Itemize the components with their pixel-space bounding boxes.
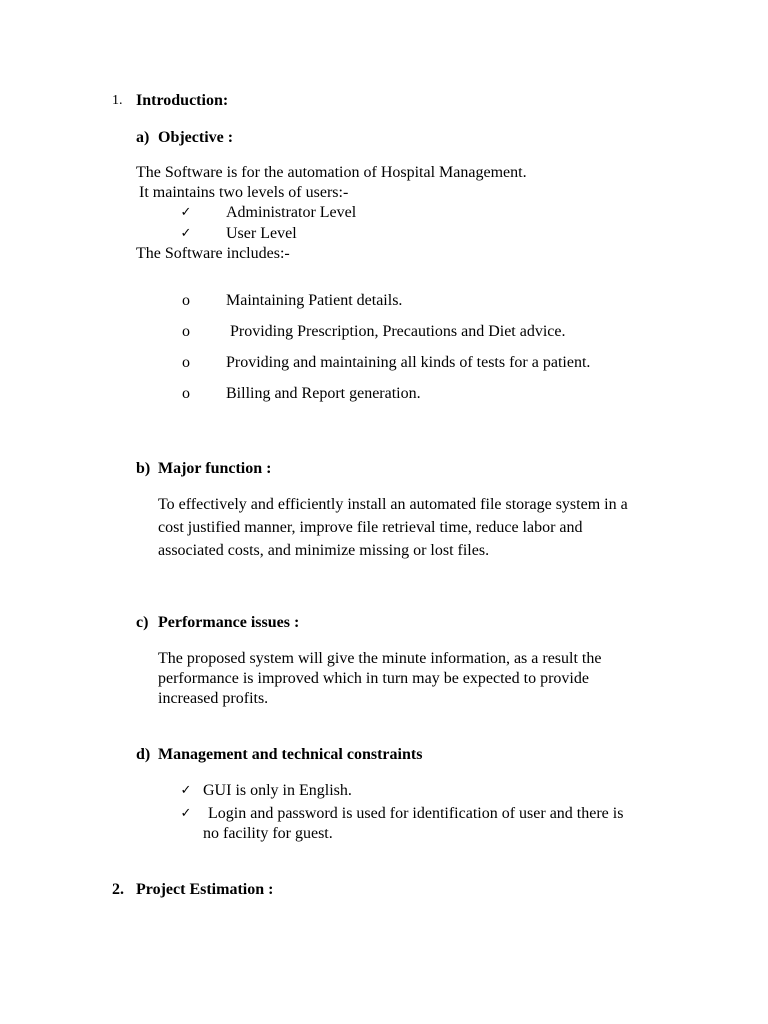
list-item-continuation: no facility for guest. [203,825,333,842]
paragraph-line: cost justified manner, improve file retrieval time, reduce labor and [158,519,583,536]
paragraph-line: The proposed system will give the minute information, as a result the [158,650,602,667]
paragraph-line: performance is improved which in turn may be expected to provide [158,670,589,687]
subsection-marker: a) [136,129,150,146]
section-heading-introduction: Introduction: [136,92,229,109]
paragraph-line: increased profits. [158,690,269,707]
paragraph-line: The Software is for the automation of Hospital Management. [136,164,527,181]
subsection-marker: d) [136,746,151,763]
paragraph-line: associated costs, and minimize missing or lost files. [158,542,490,559]
list-item: Login and password is used for identification of user and there is [208,805,624,822]
section-heading-project-estimation: Project Estimation : [136,881,274,898]
bullet-icon: o [182,385,190,402]
bullet-icon: o [182,354,190,371]
subsection-heading-constraints: Management and technical constraints [158,746,423,763]
subsection-heading-performance: Performance issues : [158,614,300,631]
list-item: Billing and Report generation. [226,385,421,402]
list-item: Providing Prescription, Precautions and Diet advice. [230,323,566,340]
bullet-icon: o [182,323,190,340]
subsection-heading-objective: Objective : [158,129,234,146]
check-icon: ✓ [180,205,192,220]
list-item: GUI is only in English. [203,782,352,799]
list-item: Providing and maintaining all kinds of tests for a patient. [226,354,591,371]
list-item: Maintaining Patient details. [226,292,403,309]
check-icon: ✓ [180,226,192,241]
paragraph-line: To effectively and efficiently install an automated file storage system in a [158,496,628,513]
list-item: Administrator Level [226,204,357,221]
check-icon: ✓ [180,806,192,821]
bullet-icon: o [182,292,190,309]
paragraph-line: It maintains two levels of users:- [139,184,349,201]
subsection-marker: b) [136,460,151,477]
section-number: 1. [112,93,123,108]
paragraph-line: The Software includes:- [136,245,290,262]
list-item: User Level [226,225,297,242]
subsection-heading-major-function: Major function : [158,460,272,477]
check-icon: ✓ [180,783,192,798]
section-number: 2. [112,881,124,898]
subsection-marker: c) [136,614,149,631]
